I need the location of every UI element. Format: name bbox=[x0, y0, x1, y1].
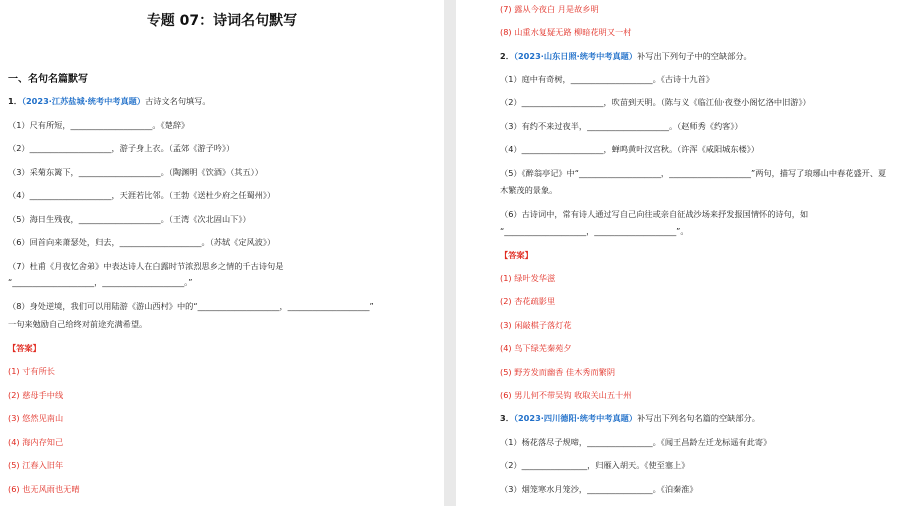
question-item: （5）海日生残夜，____________________。（王湾《次北固山下》） bbox=[8, 214, 251, 224]
answer-item: (2) 杏花疏影里 bbox=[500, 296, 556, 306]
question-item: （3）采菊东篱下，____________________。（陶渊明《饮酒》（其五）） bbox=[8, 167, 263, 177]
answer-item: (1) 寸有所长 bbox=[8, 366, 55, 376]
answer-item: (3) 悠然见南山 bbox=[8, 413, 64, 423]
document-page-left bbox=[0, 0, 444, 506]
question-item: “____________________，____________________”。 bbox=[500, 226, 689, 236]
answer-item: (5) 江春入旧年 bbox=[8, 460, 64, 470]
question-item: （2）________________，归雁入胡天。《使至塞上》 bbox=[500, 460, 690, 470]
question-item: （8）身处逆境，我们可以用陆游《游山西村》中的“____________________，____________________” bbox=[8, 301, 374, 311]
question-item: （2）____________________，游子身上衣。（孟郊《游子吟》） bbox=[8, 143, 235, 153]
question-prompt: 补写出下列名句名篇的空缺部分。 bbox=[637, 413, 760, 423]
answer-heading: 【答案】 bbox=[8, 343, 41, 353]
answer-item: (8) 山重水复疑无路 柳暗花明又一村 bbox=[500, 27, 632, 37]
question-number: 3． bbox=[500, 413, 514, 423]
question-source: （2023·四川德阳·统考中考真题） bbox=[513, 413, 638, 423]
question-item: （7）杜甫《月夜忆舍弟》中表达诗人在白露时节浓烈思乡之情的千古诗句是 bbox=[8, 261, 284, 271]
question-item: （4）____________________，天涯若比邻。（王勃《送杜少府之任蜀州》） bbox=[8, 190, 276, 200]
answer-heading: 【答案】 bbox=[500, 250, 533, 260]
question-3-header bbox=[500, 413, 760, 423]
question-1-header bbox=[8, 96, 211, 106]
page-gap bbox=[444, 0, 456, 506]
answer-item: (4) 海内存知己 bbox=[8, 437, 64, 447]
question-item: （3）烟笼寒水月笼沙，________________。《泊秦淮》 bbox=[500, 484, 698, 494]
question-item: （6）回首向来萧瑟处，归去，____________________。（苏轼《定风波》） bbox=[8, 237, 276, 247]
answer-item: (3) 闲敲棋子落灯花 bbox=[500, 320, 572, 330]
question-source: （2023·江苏盐城·统考中考真题） bbox=[21, 96, 146, 106]
question-item: 一句来勉励自己给终对前途充满希望。 bbox=[8, 319, 148, 329]
question-item: “____________________，____________________。” bbox=[8, 277, 193, 287]
answer-item: (2) 慈母手中线 bbox=[8, 390, 64, 400]
question-item: （1）庭中有奇树，____________________。《古诗十九首》 bbox=[500, 74, 714, 84]
question-item: （1）尺有所短，____________________。《楚辞》 bbox=[8, 120, 190, 130]
question-item: （4）____________________，蝉鸣黄叶汉宫秋。（许浑《咸阳城东楼》） bbox=[500, 144, 760, 154]
question-source: （2023·山东日照·统考中考真题） bbox=[513, 51, 638, 61]
answer-item: (4) 鸟下绿芜秦苑夕 bbox=[500, 343, 572, 353]
answer-item: (1) 绿叶发华滋 bbox=[500, 273, 556, 283]
question-item: 木繁茂的景象。 bbox=[500, 185, 558, 195]
question-number: 2． bbox=[500, 51, 514, 61]
question-item: （6）古诗词中，常有诗人通过写自己向往或亲自征战沙场来抒发报国情怀的诗句，如 bbox=[500, 209, 809, 219]
page-title: 专题 07：诗词名句默写 bbox=[146, 13, 298, 29]
question-item: （1）杨花落尽子规啼，________________。《闻王昌龄左迁龙标遥有此寄》 bbox=[500, 437, 772, 447]
question-prompt: 古诗文名句填写。 bbox=[145, 96, 211, 106]
question-item: （2）____________________，吹苗到天明。（陈与义《临江仙·夜登小阁忆洛中旧游》） bbox=[500, 97, 811, 107]
question-2-header bbox=[500, 51, 752, 61]
answer-item: (6) 男儿何不带吴钩 收取关山五十州 bbox=[500, 390, 632, 400]
answer-item: (7) 露从今夜白 月是故乡明 bbox=[500, 4, 599, 14]
answer-item: (5) 野芳发而幽香 佳木秀而繁阴 bbox=[500, 367, 616, 377]
section-heading: 一、名句名篇默写 bbox=[8, 74, 88, 85]
question-prompt: 补写出下列句子中的空缺部分。 bbox=[637, 51, 752, 61]
document-page-right bbox=[456, 0, 900, 506]
question-number: 1． bbox=[8, 96, 22, 106]
answer-item: (6) 也无风雨也无晴 bbox=[8, 484, 80, 494]
question-item: （3）有约不来过夜半，____________________。（赵师秀《约客》） bbox=[500, 121, 743, 131]
question-item: （5）《醉翁亭记》中“____________________，____________________”两句，描写了琅琊山中春花盛开、夏 bbox=[500, 168, 887, 178]
